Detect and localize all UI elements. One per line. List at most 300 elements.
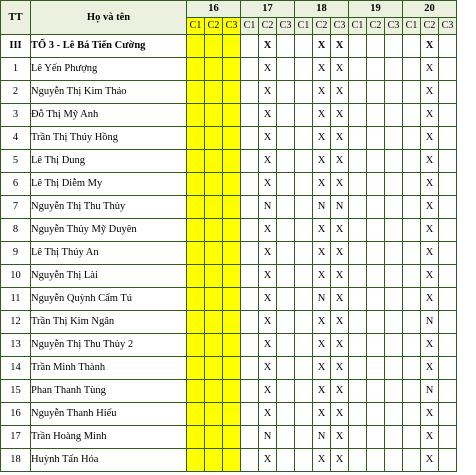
mark-cell[interactable]	[241, 288, 259, 311]
mark-cell[interactable]	[349, 449, 367, 472]
mark-cell[interactable]	[349, 357, 367, 380]
mark-cell[interactable]	[187, 150, 205, 173]
mark-cell[interactable]	[367, 173, 385, 196]
mark-cell[interactable]	[439, 150, 457, 173]
mark-cell[interactable]	[349, 127, 367, 150]
mark-cell[interactable]: X	[313, 173, 331, 196]
mark-cell[interactable]: N	[331, 196, 349, 219]
mark-cell[interactable]	[205, 334, 223, 357]
mark-cell[interactable]: X	[421, 242, 439, 265]
mark-cell[interactable]	[187, 288, 205, 311]
mark-cell[interactable]	[439, 35, 457, 58]
mark-cell[interactable]: X	[421, 403, 439, 426]
mark-cell[interactable]	[277, 449, 295, 472]
mark-cell[interactable]	[205, 449, 223, 472]
mark-cell[interactable]	[385, 449, 403, 472]
mark-cell[interactable]	[241, 150, 259, 173]
mark-cell[interactable]: X	[331, 104, 349, 127]
mark-cell[interactable]	[205, 173, 223, 196]
mark-cell[interactable]	[295, 81, 313, 104]
mark-cell[interactable]	[439, 127, 457, 150]
mark-cell[interactable]	[187, 196, 205, 219]
mark-cell[interactable]: N	[421, 311, 439, 334]
mark-cell[interactable]	[295, 127, 313, 150]
mark-cell[interactable]	[295, 265, 313, 288]
mark-cell[interactable]: X	[259, 81, 277, 104]
mark-cell[interactable]	[403, 173, 421, 196]
mark-cell[interactable]: X	[313, 127, 331, 150]
mark-cell[interactable]: X	[259, 265, 277, 288]
mark-cell[interactable]	[187, 35, 205, 58]
mark-cell[interactable]	[205, 403, 223, 426]
mark-cell[interactable]	[295, 242, 313, 265]
mark-cell[interactable]: N	[313, 288, 331, 311]
mark-cell[interactable]: X	[259, 242, 277, 265]
mark-cell[interactable]	[241, 265, 259, 288]
mark-cell[interactable]: X	[331, 173, 349, 196]
mark-cell[interactable]	[385, 288, 403, 311]
mark-cell[interactable]	[439, 58, 457, 81]
mark-cell[interactable]	[403, 403, 421, 426]
mark-cell[interactable]: X	[313, 311, 331, 334]
mark-cell[interactable]	[349, 173, 367, 196]
mark-cell[interactable]	[403, 334, 421, 357]
mark-cell[interactable]	[295, 357, 313, 380]
mark-cell[interactable]	[385, 334, 403, 357]
mark-cell[interactable]: X	[331, 311, 349, 334]
mark-cell[interactable]	[223, 380, 241, 403]
mark-cell[interactable]: X	[331, 288, 349, 311]
mark-cell[interactable]	[403, 357, 421, 380]
mark-cell[interactable]	[277, 311, 295, 334]
mark-cell[interactable]: X	[421, 196, 439, 219]
mark-cell[interactable]	[187, 449, 205, 472]
mark-cell[interactable]	[367, 127, 385, 150]
mark-cell[interactable]	[187, 127, 205, 150]
mark-cell[interactable]	[277, 104, 295, 127]
mark-cell[interactable]	[403, 426, 421, 449]
mark-cell[interactable]: X	[331, 81, 349, 104]
mark-cell[interactable]: X	[259, 449, 277, 472]
mark-cell[interactable]: X	[421, 334, 439, 357]
mark-cell[interactable]	[205, 81, 223, 104]
mark-cell[interactable]	[205, 426, 223, 449]
mark-cell[interactable]	[223, 334, 241, 357]
group-name: TỔ 3 - Lê Bá Tiến Cường	[31, 35, 187, 58]
mark-cell[interactable]	[367, 334, 385, 357]
mark-cell[interactable]	[295, 380, 313, 403]
mark-cell[interactable]	[385, 58, 403, 81]
mark-cell[interactable]	[349, 380, 367, 403]
mark-cell[interactable]: X	[259, 104, 277, 127]
mark-cell[interactable]	[295, 334, 313, 357]
mark-cell[interactable]	[439, 357, 457, 380]
mark-cell[interactable]: X	[331, 357, 349, 380]
mark-cell[interactable]	[385, 242, 403, 265]
mark-cell[interactable]: X	[313, 242, 331, 265]
mark-cell[interactable]	[241, 219, 259, 242]
mark-cell[interactable]: X	[421, 357, 439, 380]
mark-cell[interactable]: X	[331, 150, 349, 173]
mark-cell[interactable]	[223, 35, 241, 58]
mark-cell[interactable]	[205, 265, 223, 288]
mark-cell[interactable]	[385, 403, 403, 426]
mark-cell[interactable]	[187, 334, 205, 357]
mark-cell[interactable]	[295, 35, 313, 58]
mark-cell[interactable]	[385, 357, 403, 380]
mark-cell[interactable]	[403, 265, 421, 288]
mark-cell[interactable]	[367, 242, 385, 265]
mark-cell[interactable]	[205, 104, 223, 127]
mark-cell[interactable]	[439, 449, 457, 472]
mark-cell[interactable]	[349, 242, 367, 265]
mark-cell[interactable]	[205, 219, 223, 242]
mark-cell[interactable]	[349, 265, 367, 288]
mark-cell[interactable]: X	[313, 104, 331, 127]
mark-cell[interactable]	[223, 265, 241, 288]
mark-cell[interactable]	[187, 219, 205, 242]
mark-cell[interactable]	[277, 196, 295, 219]
mark-cell[interactable]	[241, 196, 259, 219]
mark-cell[interactable]	[367, 150, 385, 173]
mark-cell[interactable]	[403, 81, 421, 104]
mark-cell[interactable]	[277, 58, 295, 81]
mark-cell[interactable]: N	[259, 426, 277, 449]
mark-cell[interactable]	[367, 449, 385, 472]
mark-cell[interactable]: X	[313, 58, 331, 81]
mark-cell[interactable]	[385, 426, 403, 449]
mark-cell[interactable]	[385, 311, 403, 334]
table-row	[1, 334, 457, 357]
mark-cell[interactable]	[439, 173, 457, 196]
mark-cell[interactable]	[295, 219, 313, 242]
mark-cell[interactable]: X	[421, 265, 439, 288]
mark-cell[interactable]	[187, 173, 205, 196]
mark-cell[interactable]: X	[421, 288, 439, 311]
mark-cell[interactable]	[349, 150, 367, 173]
mark-cell[interactable]	[277, 403, 295, 426]
mark-cell[interactable]	[439, 334, 457, 357]
mark-cell[interactable]: X	[331, 242, 349, 265]
session-header: C3	[223, 18, 241, 35]
mark-cell[interactable]	[403, 196, 421, 219]
mark-cell[interactable]	[367, 35, 385, 58]
mark-cell[interactable]	[277, 242, 295, 265]
mark-cell[interactable]	[277, 334, 295, 357]
mark-cell[interactable]	[223, 150, 241, 173]
mark-cell[interactable]	[295, 403, 313, 426]
mark-cell[interactable]: X	[259, 288, 277, 311]
week-header: 17	[241, 1, 295, 18]
mark-cell[interactable]: X	[331, 219, 349, 242]
mark-cell[interactable]	[223, 403, 241, 426]
mark-cell[interactable]	[223, 449, 241, 472]
mark-cell[interactable]	[403, 35, 421, 58]
mark-cell[interactable]	[349, 219, 367, 242]
mark-cell[interactable]	[223, 426, 241, 449]
mark-cell[interactable]: X	[331, 35, 349, 58]
mark-cell[interactable]	[367, 265, 385, 288]
mark-cell[interactable]	[277, 219, 295, 242]
mark-cell[interactable]	[403, 449, 421, 472]
mark-cell[interactable]	[187, 81, 205, 104]
mark-cell[interactable]	[241, 35, 259, 58]
mark-cell[interactable]: X	[259, 357, 277, 380]
mark-cell[interactable]	[277, 426, 295, 449]
mark-cell[interactable]: X	[313, 380, 331, 403]
mark-cell[interactable]	[367, 403, 385, 426]
mark-cell[interactable]	[439, 81, 457, 104]
mark-cell[interactable]	[187, 58, 205, 81]
mark-cell[interactable]	[385, 81, 403, 104]
mark-cell[interactable]	[223, 81, 241, 104]
table-row	[1, 426, 457, 449]
mark-cell[interactable]	[295, 104, 313, 127]
mark-cell[interactable]	[277, 173, 295, 196]
mark-cell[interactable]	[187, 380, 205, 403]
mark-cell[interactable]	[205, 196, 223, 219]
mark-cell[interactable]	[277, 81, 295, 104]
mark-cell[interactable]	[223, 173, 241, 196]
mark-cell[interactable]: X	[313, 334, 331, 357]
mark-cell[interactable]	[385, 219, 403, 242]
mark-cell[interactable]	[241, 357, 259, 380]
mark-cell[interactable]	[223, 357, 241, 380]
mark-cell[interactable]	[349, 311, 367, 334]
mark-cell[interactable]	[205, 357, 223, 380]
mark-cell[interactable]	[241, 311, 259, 334]
mark-cell[interactable]: X	[421, 58, 439, 81]
mark-cell[interactable]: X	[421, 426, 439, 449]
mark-cell[interactable]: X	[421, 173, 439, 196]
mark-cell[interactable]	[385, 265, 403, 288]
mark-cell[interactable]	[223, 58, 241, 81]
mark-cell[interactable]	[223, 196, 241, 219]
mark-cell[interactable]: N	[259, 196, 277, 219]
mark-cell[interactable]	[187, 265, 205, 288]
mark-cell[interactable]	[385, 35, 403, 58]
mark-cell[interactable]: X	[313, 403, 331, 426]
mark-cell[interactable]	[205, 380, 223, 403]
mark-cell[interactable]: X	[421, 449, 439, 472]
mark-cell[interactable]: X	[259, 219, 277, 242]
mark-cell[interactable]	[349, 426, 367, 449]
session-header: C1	[187, 18, 205, 35]
mark-cell[interactable]: X	[313, 449, 331, 472]
mark-cell[interactable]	[439, 311, 457, 334]
mark-cell[interactable]: X	[331, 380, 349, 403]
mark-cell[interactable]	[403, 127, 421, 150]
session-header: C3	[439, 18, 457, 35]
mark-cell[interactable]	[439, 242, 457, 265]
mark-cell[interactable]	[277, 265, 295, 288]
mark-cell[interactable]	[403, 58, 421, 81]
mark-cell[interactable]	[187, 104, 205, 127]
mark-cell[interactable]	[295, 196, 313, 219]
mark-cell[interactable]	[439, 265, 457, 288]
mark-cell[interactable]	[403, 150, 421, 173]
mark-cell[interactable]: X	[421, 35, 439, 58]
mark-cell[interactable]: X	[259, 127, 277, 150]
mark-cell[interactable]	[385, 104, 403, 127]
mark-cell[interactable]	[439, 104, 457, 127]
mark-cell[interactable]	[367, 311, 385, 334]
mark-cell[interactable]	[349, 104, 367, 127]
mark-cell[interactable]	[241, 449, 259, 472]
mark-cell[interactable]	[205, 311, 223, 334]
mark-cell[interactable]	[439, 288, 457, 311]
mark-cell[interactable]	[205, 58, 223, 81]
mark-cell[interactable]	[367, 426, 385, 449]
mark-cell[interactable]	[439, 196, 457, 219]
mark-cell[interactable]	[205, 150, 223, 173]
mark-cell[interactable]	[241, 81, 259, 104]
mark-cell[interactable]	[241, 426, 259, 449]
mark-cell[interactable]: X	[421, 81, 439, 104]
mark-cell[interactable]: X	[421, 104, 439, 127]
mark-cell[interactable]	[439, 219, 457, 242]
mark-cell[interactable]: X	[331, 426, 349, 449]
mark-cell[interactable]	[367, 357, 385, 380]
mark-cell[interactable]	[367, 219, 385, 242]
mark-cell[interactable]	[385, 173, 403, 196]
mark-cell[interactable]: N	[313, 196, 331, 219]
mark-cell[interactable]	[187, 403, 205, 426]
mark-cell[interactable]: X	[259, 58, 277, 81]
mark-cell[interactable]	[295, 58, 313, 81]
mark-cell[interactable]	[367, 380, 385, 403]
mark-cell[interactable]	[277, 35, 295, 58]
mark-cell[interactable]	[277, 127, 295, 150]
mark-cell[interactable]	[277, 150, 295, 173]
mark-cell[interactable]	[223, 288, 241, 311]
mark-cell[interactable]: X	[313, 81, 331, 104]
mark-cell[interactable]	[241, 104, 259, 127]
mark-cell[interactable]	[295, 150, 313, 173]
mark-cell[interactable]: X	[313, 265, 331, 288]
mark-cell[interactable]	[349, 288, 367, 311]
mark-cell[interactable]	[403, 242, 421, 265]
mark-cell[interactable]: X	[313, 357, 331, 380]
mark-cell[interactable]	[277, 288, 295, 311]
mark-cell[interactable]	[241, 58, 259, 81]
row-number: 11	[1, 288, 31, 311]
mark-cell[interactable]	[403, 104, 421, 127]
mark-cell[interactable]	[187, 426, 205, 449]
mark-cell[interactable]	[223, 219, 241, 242]
mark-cell[interactable]	[205, 35, 223, 58]
student-name: Lê Thị Dung	[31, 150, 187, 173]
mark-cell[interactable]: X	[259, 380, 277, 403]
mark-cell[interactable]	[367, 288, 385, 311]
mark-cell[interactable]	[205, 242, 223, 265]
student-name: Nguyễn Thanh Hiếu	[31, 403, 187, 426]
mark-cell[interactable]	[385, 150, 403, 173]
mark-cell[interactable]: X	[331, 127, 349, 150]
table-row	[1, 242, 457, 265]
mark-cell[interactable]	[403, 219, 421, 242]
mark-cell[interactable]: X	[259, 173, 277, 196]
mark-cell[interactable]	[241, 127, 259, 150]
mark-cell[interactable]	[295, 311, 313, 334]
mark-cell[interactable]	[349, 334, 367, 357]
mark-cell[interactable]	[349, 81, 367, 104]
mark-cell[interactable]	[403, 380, 421, 403]
mark-cell[interactable]	[241, 380, 259, 403]
mark-cell[interactable]: X	[259, 150, 277, 173]
mark-cell[interactable]	[277, 380, 295, 403]
mark-cell[interactable]	[241, 334, 259, 357]
mark-cell[interactable]	[277, 357, 295, 380]
mark-cell[interactable]	[205, 127, 223, 150]
session-header: C2	[205, 18, 223, 35]
mark-cell[interactable]	[439, 426, 457, 449]
mark-cell[interactable]: X	[331, 334, 349, 357]
mark-cell[interactable]: X	[259, 35, 277, 58]
mark-cell[interactable]: N	[421, 380, 439, 403]
mark-cell[interactable]	[187, 242, 205, 265]
mark-cell[interactable]	[223, 311, 241, 334]
mark-cell[interactable]	[241, 242, 259, 265]
student-name: Trần Thị Kim Ngân	[31, 311, 187, 334]
mark-cell[interactable]	[367, 196, 385, 219]
mark-cell[interactable]: X	[313, 35, 331, 58]
mark-cell[interactable]	[295, 449, 313, 472]
mark-cell[interactable]	[385, 380, 403, 403]
mark-cell[interactable]	[349, 403, 367, 426]
mark-cell[interactable]: X	[331, 265, 349, 288]
mark-cell[interactable]	[241, 403, 259, 426]
mark-cell[interactable]	[349, 196, 367, 219]
mark-cell[interactable]: X	[421, 127, 439, 150]
mark-cell[interactable]: X	[421, 150, 439, 173]
mark-cell[interactable]: X	[313, 219, 331, 242]
mark-cell[interactable]	[223, 127, 241, 150]
mark-cell[interactable]: N	[313, 426, 331, 449]
mark-cell[interactable]	[439, 380, 457, 403]
mark-cell[interactable]	[367, 58, 385, 81]
mark-cell[interactable]	[223, 242, 241, 265]
mark-cell[interactable]: X	[331, 449, 349, 472]
table-row	[1, 196, 457, 219]
mark-cell[interactable]	[295, 288, 313, 311]
mark-cell[interactable]	[241, 173, 259, 196]
mark-cell[interactable]	[349, 35, 367, 58]
mark-cell[interactable]	[403, 288, 421, 311]
mark-cell[interactable]: X	[331, 403, 349, 426]
mark-cell[interactable]	[187, 357, 205, 380]
mark-cell[interactable]: X	[313, 150, 331, 173]
mark-cell[interactable]: X	[259, 334, 277, 357]
mark-cell[interactable]: X	[331, 58, 349, 81]
mark-cell[interactable]: X	[259, 311, 277, 334]
row-number: 13	[1, 334, 31, 357]
mark-cell[interactable]	[187, 311, 205, 334]
mark-cell[interactable]: X	[421, 219, 439, 242]
mark-cell[interactable]	[385, 196, 403, 219]
mark-cell[interactable]	[223, 104, 241, 127]
mark-cell[interactable]	[385, 127, 403, 150]
mark-cell[interactable]: X	[259, 403, 277, 426]
mark-cell[interactable]	[439, 403, 457, 426]
mark-cell[interactable]	[403, 311, 421, 334]
mark-cell[interactable]	[367, 104, 385, 127]
mark-cell[interactable]	[205, 288, 223, 311]
mark-cell[interactable]	[295, 173, 313, 196]
mark-cell[interactable]	[367, 81, 385, 104]
mark-cell[interactable]	[295, 426, 313, 449]
mark-cell[interactable]	[349, 58, 367, 81]
